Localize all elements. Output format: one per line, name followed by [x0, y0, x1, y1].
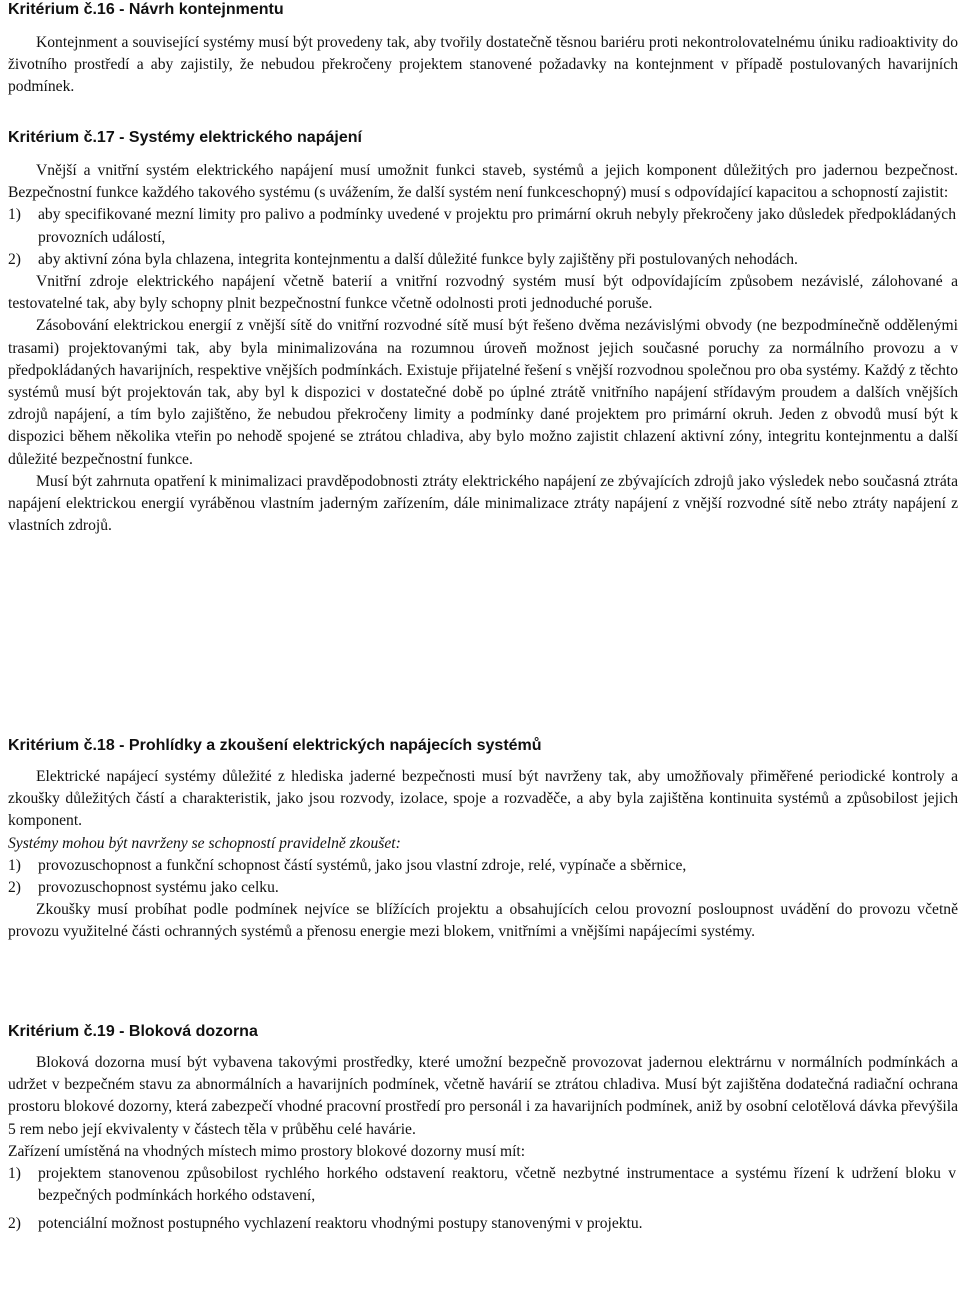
paragraph: Zkoušky musí probíhat podle podmínek nejvíce se blížících projektu a obsahujících celou provozní posloupnost uvádění do provozu včetně provozu využitelné části ochranných systémů a přenosu energie mezi blokem, vnitřními a vnějšími napájecími systémy.	[8, 901, 958, 941]
paragraph: Vnější a vnitřní systém elektrického napájení musí umožnit funkci staveb, systémů a jejich komponent důležitých pro jadernou bezpečnost. Bezpečnostní funkce každého takového systému (s uvážením, že další systém není funkceschopný) musí s odpovídající kapacitou a schopností zajistit:	[8, 162, 958, 202]
list-item	[0, 1213, 960, 1235]
list-text: provozuschopnost systému jako celku.	[38, 879, 279, 897]
section-criterion-18	[0, 766, 960, 944]
list-text: projektem stanovenou způsobilost rychlého horkého odstavení reaktoru, včetně nezbytné instrumentace a systému řízení k udržení bloku v bezpečných podmínkách horkého odstavení,	[38, 1165, 956, 1205]
list-text: potenciální možnost postupného vychlazení reaktoru vhodnými postupy stanovenými v projektu.	[38, 1215, 643, 1233]
heading-criterion-17: Kritérium č.17 - Systémy elektrického napájení	[8, 129, 362, 146]
list-number: 2)	[8, 879, 21, 897]
list-item	[0, 1163, 960, 1207]
section-criterion-19	[0, 1052, 960, 1236]
section-criterion-16	[0, 32, 960, 99]
list-text: provozuschopnost a funkční schopnost částí systémů, jako jsou vlastní zdroje, relé, vypínače a sběrnice,	[38, 856, 687, 874]
list-number: 1)	[8, 1165, 21, 1183]
paragraph-lead: Zařízení umístěná na vhodných místech mimo prostory blokové dozorny musí mít:	[8, 1142, 526, 1160]
list-item	[0, 855, 960, 877]
heading-criterion-16: Kritérium č.16 - Návrh kontejnmentu	[8, 1, 284, 18]
list-text: aby aktivní zóna byla chlazena, integrita kontejnmentu a další důležité funkce byly zajištěny při postulovaných nehodách.	[38, 250, 798, 268]
list-number: 1)	[8, 856, 21, 874]
paragraph: Zásobování elektrickou energií z vnější sítě do vnitřní rozvodné sítě musí být řešeno dvěma nezávislými obvody (ne bezpodmínečně oddělenými trasami) projektovanými tak, aby byla minimalizována na rozumnou úroveň možnost jejich současné poruchy za normálního provozu a v předpokládaných havarijních, respektive vnějších podmínkách. Existuje přijatelné řešení s vnější rozvodnou společnou pro oba systémy. Každý z těchto systémů musí být projektován tak, aby byl k dispozici v dostatečné době po úplné ztrátě vnitřního napájení střídavým proudem a dalších vnějších zdrojů napájení, a tím bylo zajištěno, že nebudou překročeny limity a podmínky dané projektem pro primární okruh. Jeden z obvodů musí být k dispozici během několika vteřin po nehodě spojené se ztrátou chladiva, aby bylo možno zajistit chlazení aktivní zóny, integritu kontejnmentu a další důležité bezpečnostní funkce.	[8, 317, 958, 468]
list-text: aby specifikované mezní limity pro palivo a podmínky uvedené v projektu pro primární okruh nebyly překročeny jako důsledek předpokládaných provozních událostí,	[38, 206, 956, 246]
italic-lead: Systémy mohou být navrženy se schopností pravidelně zkoušet:	[8, 834, 401, 852]
paragraph: Vnitřní zdroje elektrického napájení včetně baterií a vnitřní rozvodný systém musí být odpovídajícím způsobem nezávislé, zálohované a testovatelné tak, aby byly schopny plnit bezpečnostní funkce včetně odolnosti proti jednoduché poruše.	[8, 273, 958, 313]
list-item	[0, 249, 960, 271]
paragraph: Kontejnment a související systémy musí být provedeny tak, aby tvořily dostatečně těsnou bariéru proti nekontrolovatelnému úniku radioaktivity do životního prostředí a aby zajistily, že nebudou překročeny projektem stanovené požadavky na kontejnment v případě postulovaných havarijních podmínek.	[8, 34, 958, 96]
list-number: 1)	[8, 206, 21, 224]
list-number: 2)	[8, 250, 21, 268]
list-item	[0, 204, 960, 248]
paragraph: Elektrické napájecí systémy důležité z hlediska jaderné bezpečnosti musí být navrženy tak, aby umožňovaly přiměřené periodické kontroly a zkoušky důležitých částí a charakteristik, jako jsou rozvody, izolace, spoje a rozvaděče, a aby byla zajištěna kontinuita systémů a způsobilost jejich komponent.	[8, 768, 958, 830]
list-item	[0, 877, 960, 899]
section-criterion-17	[0, 160, 960, 537]
paragraph: Bloková dozorna musí být vybavena takovými prostředky, které umožní bezpečně provozovat jadernou elektrárnu v normálních podmínkách a udržet v bezpečném stavu za abnormálních a havarijních podmínek, včetně havárií se ztrátou chladiva. Musí být zajištěna dodatečná radiační ochrana prostoru blokové dozorny, která zabezpečí vhodné pracovní prostředí pro personál i za havarijních podmínek, aniž by osobní celotělová dávka převýšila 5 rem nebo její ekvivalenty v částech těla v průběhu celé havárie.	[8, 1054, 958, 1138]
list-number: 2)	[8, 1215, 21, 1233]
heading-criterion-18: Kritérium č.18 - Prohlídky a zkoušení elektrických napájecích systémů	[8, 737, 542, 754]
heading-criterion-19: Kritérium č.19 - Bloková dozorna	[8, 1023, 258, 1040]
paragraph: Musí být zahrnuta opatření k minimalizaci pravděpodobnosti ztráty elektrického napájení ze zbývajících zdrojů jako výsledek nebo současná ztráta napájení elektrickou energií vyráběnou vlastním jaderným zařízením, dále minimalizace ztráty napájení z vnější rozvodné sítě nebo ztráty napájení z vlastních zdrojů.	[8, 472, 958, 535]
